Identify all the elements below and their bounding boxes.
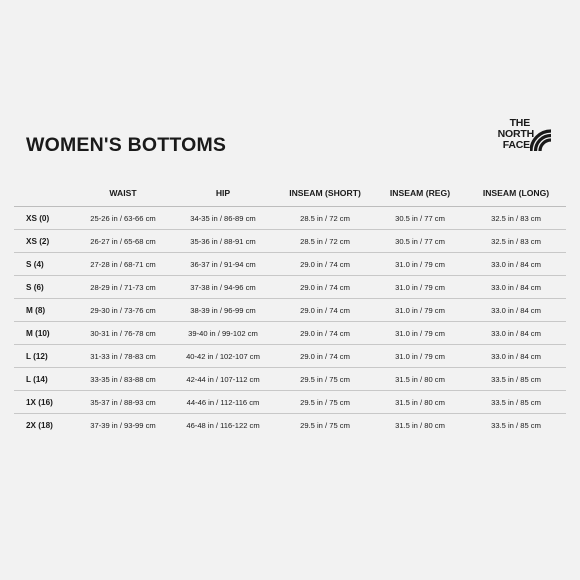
inseam-reg-cell: 30.5 in / 77 cm <box>374 207 466 230</box>
waist-cell: 26-27 in / 65-68 cm <box>76 230 170 253</box>
inseam-long-cell: 32.5 in / 83 cm <box>466 230 566 253</box>
inseam-short-cell: 28.5 in / 72 cm <box>276 207 374 230</box>
inseam-long-cell: 33.0 in / 84 cm <box>466 345 566 368</box>
hip-cell: 42-44 in / 107-112 cm <box>170 368 276 391</box>
inseam-long-cell: 33.0 in / 84 cm <box>466 253 566 276</box>
table-row <box>14 322 566 345</box>
hip-cell: 36-37 in / 91-94 cm <box>170 253 276 276</box>
logo-word-face: FACE <box>502 139 530 151</box>
inseam-long-cell: 32.5 in / 83 cm <box>466 207 566 230</box>
hip-cell: 44-46 in / 112-116 cm <box>170 391 276 414</box>
inseam-long-cell: 33.5 in / 85 cm <box>466 368 566 391</box>
inseam-reg-cell: 31.0 in / 79 cm <box>374 299 466 322</box>
waist-cell: 29-30 in / 73-76 cm <box>76 299 170 322</box>
inseam-reg-cell: 31.0 in / 79 cm <box>374 345 466 368</box>
table-row <box>14 414 566 437</box>
table-row <box>14 207 566 230</box>
waist-cell: 31-33 in / 78-83 cm <box>76 345 170 368</box>
hip-cell: 40-42 in / 102-107 cm <box>170 345 276 368</box>
header-row <box>14 180 566 207</box>
inseam-reg-cell: 30.5 in / 77 cm <box>374 230 466 253</box>
inseam-short-cell: 29.0 in / 74 cm <box>276 299 374 322</box>
inseam-reg-cell: 31.0 in / 79 cm <box>374 322 466 345</box>
inseam-reg-cell: 31.5 in / 80 cm <box>374 391 466 414</box>
hip-cell: 37-38 in / 94-96 cm <box>170 276 276 299</box>
table-row <box>14 276 566 299</box>
inseam-long-cell: 33.0 in / 84 cm <box>466 276 566 299</box>
inseam-short-cell: 29.5 in / 75 cm <box>276 391 374 414</box>
waist-cell: 27-28 in / 68-71 cm <box>76 253 170 276</box>
column-header-inseam-short: INSEAM (SHORT) <box>276 180 374 207</box>
inseam-short-cell: 29.5 in / 75 cm <box>276 368 374 391</box>
table-row <box>14 345 566 368</box>
hip-cell: 39-40 in / 99-102 cm <box>170 322 276 345</box>
column-header-size <box>14 180 76 207</box>
inseam-long-cell: 33.5 in / 85 cm <box>491 420 541 430</box>
waist-cell: 37-39 in / 93-99 cm <box>90 420 156 430</box>
column-header-inseam-long: INSEAM (LONG) <box>466 180 566 207</box>
column-header-waist: WAIST <box>76 180 170 207</box>
size-cell: S (6) <box>14 276 76 299</box>
waist-cell: 28-29 in / 71-73 cm <box>76 276 170 299</box>
size-cell: M (8) <box>14 299 76 322</box>
hip-cell: 34-35 in / 86-89 cm <box>170 207 276 230</box>
waist-cell: 35-37 in / 88-93 cm <box>76 391 170 414</box>
column-header-hip: HIP <box>170 180 276 207</box>
inseam-short-cell: 29.0 in / 74 cm <box>276 253 374 276</box>
inseam-short-cell: 29.0 in / 74 cm <box>276 276 374 299</box>
size-cell: 2X (18) <box>26 420 53 430</box>
inseam-short-cell: 29.5 in / 75 cm <box>300 420 350 430</box>
logo-word-north: NORTH <box>497 128 534 140</box>
inseam-long-cell: 33.0 in / 84 cm <box>466 299 566 322</box>
hip-cell: 35-36 in / 88-91 cm <box>170 230 276 253</box>
size-cell: XS (0) <box>14 207 76 230</box>
inseam-long-cell: 33.5 in / 85 cm <box>466 391 566 414</box>
waist-cell: 25-26 in / 63-66 cm <box>76 207 170 230</box>
inseam-reg-cell: 31.5 in / 80 cm <box>395 420 445 430</box>
table-row <box>14 368 566 391</box>
table-row <box>14 391 566 414</box>
size-cell: L (12) <box>14 345 76 368</box>
size-cell: L (14) <box>14 368 76 391</box>
inseam-long-cell: 33.0 in / 84 cm <box>466 322 566 345</box>
waist-cell: 33-35 in / 83-88 cm <box>76 368 170 391</box>
inseam-short-cell: 28.5 in / 72 cm <box>276 230 374 253</box>
table-row <box>14 230 566 253</box>
table-row <box>14 253 566 276</box>
half-dome-icon <box>530 118 552 151</box>
waist-cell: 30-31 in / 76-78 cm <box>76 322 170 345</box>
table-row <box>14 299 566 322</box>
size-cell: XS (2) <box>14 230 76 253</box>
hip-cell: 38-39 in / 96-99 cm <box>170 299 276 322</box>
hip-cell: 46-48 in / 116-122 cm <box>186 420 260 430</box>
inseam-reg-cell: 31.5 in / 80 cm <box>374 368 466 391</box>
size-cell: M (10) <box>14 322 76 345</box>
inseam-short-cell: 29.0 in / 74 cm <box>276 322 374 345</box>
size-cell: S (4) <box>14 253 76 276</box>
page-title: WOMEN'S BOTTOMS <box>26 134 227 156</box>
inseam-reg-cell: 31.0 in / 79 cm <box>374 253 466 276</box>
size-chart-table <box>14 180 566 436</box>
inseam-short-cell: 29.0 in / 74 cm <box>276 345 374 368</box>
column-header-inseam-reg: INSEAM (REG) <box>374 180 466 207</box>
size-cell: 1X (16) <box>14 391 76 414</box>
logo-word-the: THE <box>509 117 530 129</box>
the-north-face-logo <box>486 118 552 154</box>
inseam-reg-cell: 31.0 in / 79 cm <box>374 276 466 299</box>
